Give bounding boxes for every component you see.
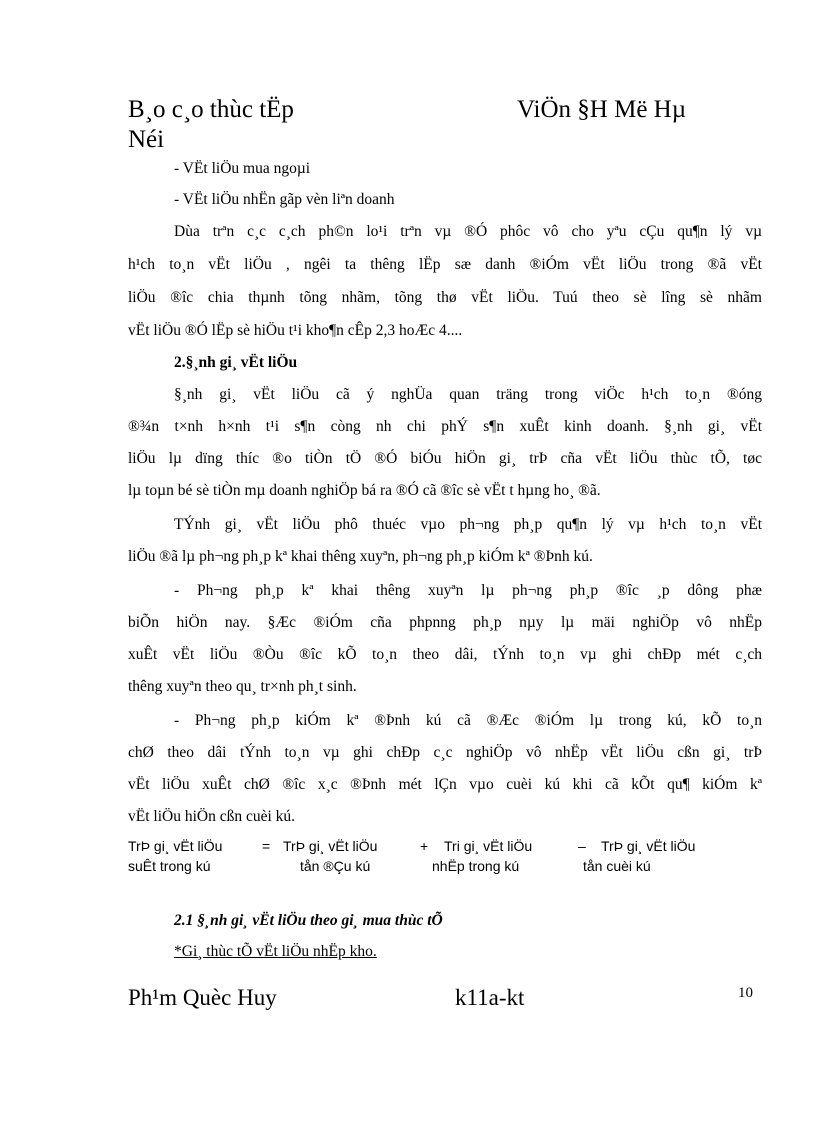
formula-operator-plus: + — [420, 838, 429, 854]
paragraph-line: - Ph¬ng ph¸p kª khai thêng xuyªn lµ ph¬ng ph¸p ®îc ¸p dông phæ — [174, 582, 762, 599]
footer-author: Ph¹m Quèc Huy — [128, 985, 277, 1010]
paragraph-line: Dùa trªn c¸c c¸ch ph©n lo¹i trªn vµ ®Ó phôc vô cho yªu cÇu qu¶n lý vµ — [174, 223, 762, 240]
paragraph-line: chØ theo dâi tÝnh to¸n vµ ghi chÐp c¸c nghiÖp vô nhËp vËt liÖu cßn gi¸ trÞ — [128, 744, 762, 761]
paragraph-line: TÝnh gi¸ vËt liÖu phô thuéc vµo ph¬ng ph¸p qu¶n lý vµ h¹ch to¸n vËt — [174, 516, 762, 533]
formula-term-3-line-2: nhËp trong kú — [432, 858, 520, 874]
formula-operator-minus: – — [578, 838, 586, 854]
formula-operator-equals: = — [262, 838, 271, 854]
header-title-right: ViÖn §H Më Hµ — [517, 96, 687, 123]
formula-term-1-line-1: TrÞ gi¸ vËt liÖu — [128, 838, 223, 854]
page-number: 10 — [738, 985, 753, 1001]
paragraph-line: xuÊt vËt liÖu ®Òu ®îc kÕ to¸n theo dâi, tÝnh to¸n vµ ghi chÐp mét c¸ch — [128, 646, 762, 663]
subsection-heading: 2.1 §¸nh gi¸ vËt liÖu theo gi¸ mua thùc tÕ — [174, 912, 443, 929]
paragraph-line: lµ toµn bé sè tiÒn mµ doanh nghiÖp bá ra ®Ó cã ®îc sè vËt t hµng ho¸ ®ã. — [128, 482, 601, 499]
header-title-continuation: Néi — [128, 126, 165, 153]
section-heading: 2.§¸nh gi¸ vËt liÖu — [174, 354, 298, 371]
paragraph-line: thêng xuyªn theo qu¸ tr×nh ph¸t sinh. — [128, 678, 357, 695]
formula-term-1-line-2: suÊt trong kú — [128, 858, 211, 874]
header-title-left: B¸o c¸o thùc tËp — [128, 96, 294, 123]
subsection-label: *Gi¸ thùc tÕ vËt liÖu nhËp kho. — [174, 943, 377, 960]
paragraph-line: vËt liÖu hiÖn cßn cuèi kú. — [128, 808, 296, 825]
list-item: - VËt liÖu nhËn gãp vèn liªn doanh — [174, 191, 395, 208]
paragraph-line: vËt liÖu ®Ó lËp sè hiÖu t¹i kho¶n cÊp 2,3 hoÆc 4.... — [128, 322, 463, 339]
paragraph-line: liÖu lµ dïng thíc ®o tiÒn tÖ ®Ó biÓu hiÖn gi¸ trÞ cña vËt liÖu thùc tÕ, tøc — [128, 450, 762, 467]
paragraph-line: vËt liÖu xuÊt chØ ®îc x¸c ®Þnh mét lÇn vµo cuèi kú khi cã kÕt qu¶ kiÓm kª — [128, 776, 762, 793]
paragraph-line: h¹ch to¸n vËt liÖu , ngêi ta thêng lËp sæ danh ®iÓm vËt liÖu trong ®ã vËt — [128, 256, 762, 273]
paragraph-line: ®¾n t×nh h×nh t¹i s¶n còng nh chi phÝ s¶n xuÊt kinh doanh. §¸nh gi¸ vËt — [128, 418, 762, 435]
paragraph-line: §¸nh gi¸ vËt liÖu cã ý nghÜa quan träng trong viÖc h¹ch to¸n ®óng — [174, 386, 762, 403]
formula-term-4-line-2: tån cuèi kú — [583, 858, 651, 874]
paragraph-line: - Ph¬ng ph¸p kiÓm kª ®Þnh kú cã ®Æc ®iÓm lµ trong kú, kÕ to¸n — [174, 712, 762, 729]
footer-class: k11a-kt — [455, 985, 525, 1010]
formula-term-2-line-1: TrÞ gi¸ vËt liÖu — [283, 838, 378, 854]
formula-term-3-line-1: Tri gi¸ vËt liÖu — [444, 838, 533, 854]
paragraph-line: biÕn hiÖn nay. §Æc ®iÓm cña phpnng ph¸p nµy lµ mäi nghiÖp vô nhËp — [128, 614, 762, 631]
formula-term-4-line-1: TrÞ gi¸ vËt liÖu — [601, 838, 696, 854]
paragraph-line: liÖu ®ã lµ ph¬ng ph¸p kª khai thêng xuyªn, ph¬ng ph¸p kiÓm kª ®Þnh kú. — [128, 548, 593, 565]
paragraph-line: liÖu ®îc chia thµnh tõng nhãm, tõng thø vËt liÖu. Tuú theo sè lîng sè nhãm — [128, 289, 762, 306]
list-item: - VËt liÖu mua ngoµi — [174, 160, 311, 177]
formula-term-2-line-2: tån ®Çu kú — [300, 858, 371, 874]
